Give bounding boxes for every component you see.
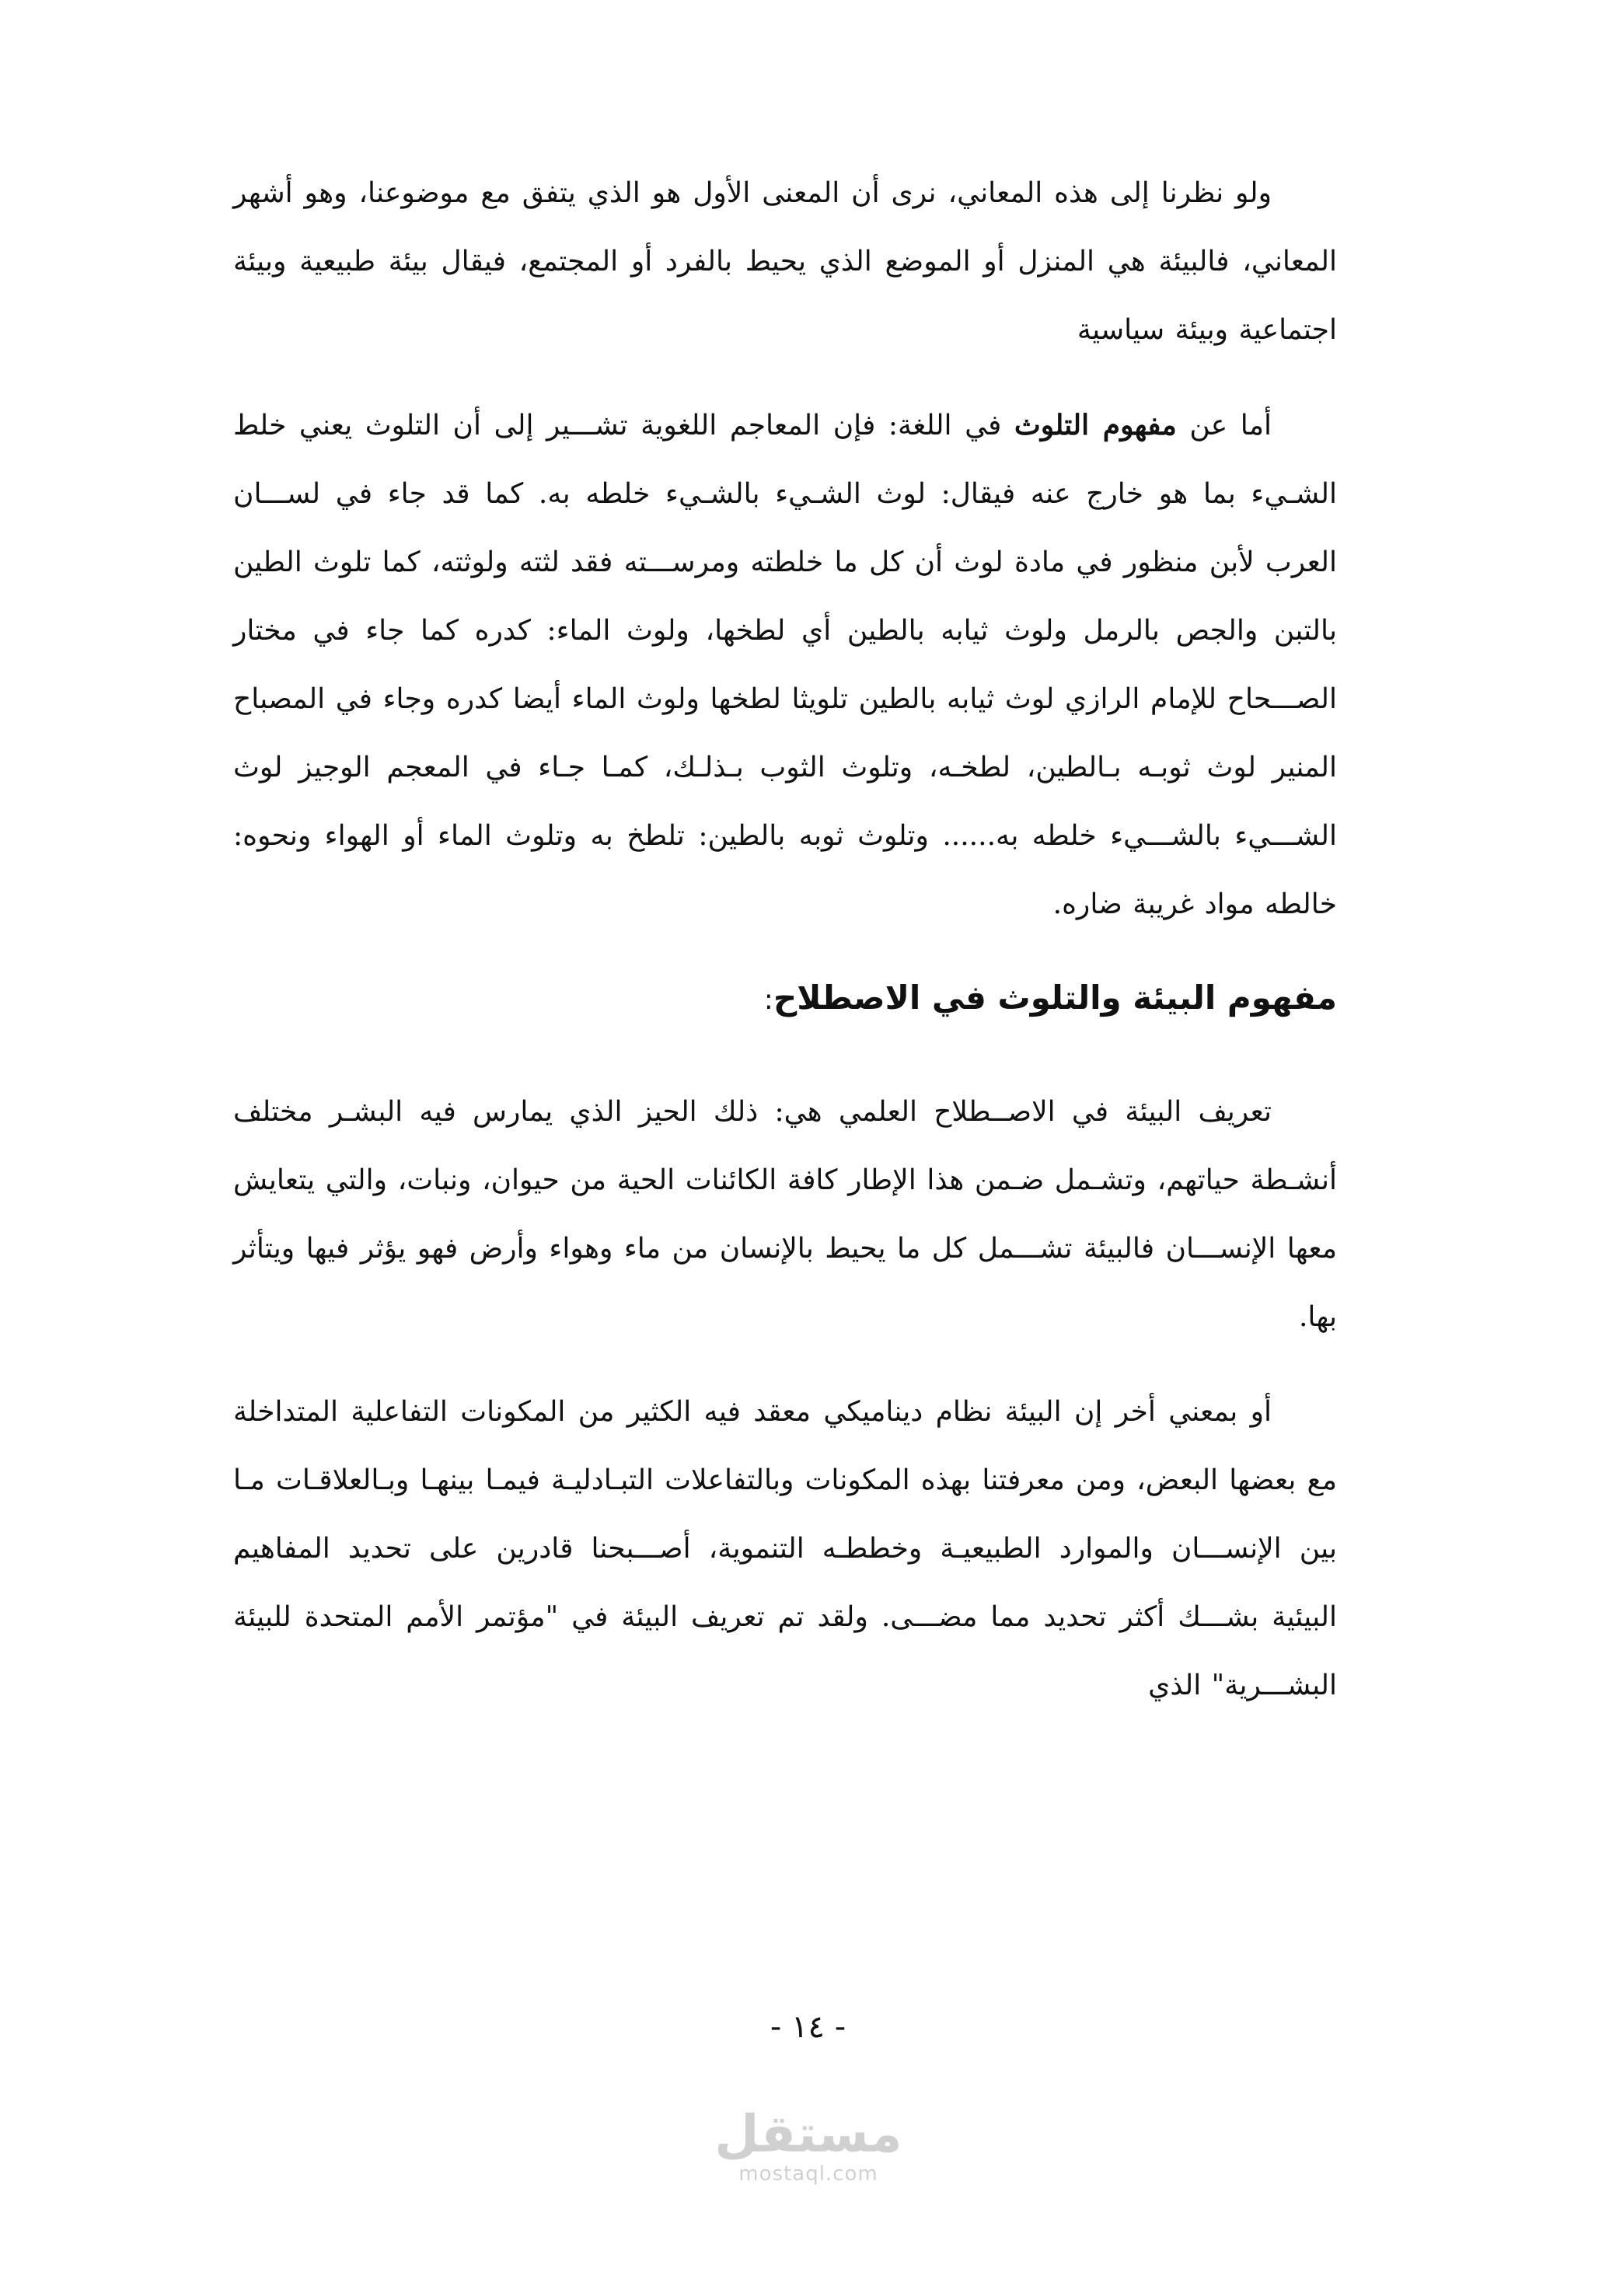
paragraph-environment-meanings <box>233 159 1337 365</box>
paragraph-text: تعريف البيئة في الاصــطلاح العلمي هي: ذلك الحيز الذي يمارس فيه البشـر مختلف أنشـطة حياتهم، وتشـمل ضـمن هذا الإطار كافة الكائنات الحية من حيوان، ونبات، والتي يتعايش معها الإنســـان فالبيئة تشـــمل كل ما يحيط بالإنسان من ماء وهواء وأرض فهو يؤثر فيها ويتأثر بها. <box>233 1096 1337 1333</box>
watermark-arabic-logo: مستقل <box>714 2104 902 2164</box>
section-heading-text: مفهوم البيئة والتلوث في الاصطلاح <box>773 979 1337 1017</box>
section-heading-colon: : <box>763 984 773 1016</box>
paragraph-dynamic-system <box>233 1378 1337 1720</box>
paragraph-text: في اللغة: فإن المعاجم اللغوية تشـــير إلى أن التلوث يعني خلط الشـيء بما هو خارج عنه فيقال: لوث الشـيء بالشـيء خلطه به. كما قد جاء في لســـان العرب لأبن منظور في مادة لوث أن كل ما خلطته ومرســـته فقد لثته ولوثته، كما تلوث الطين بالتبن والجص بالرمل ولوث ثيابه بالطين أي لطخها، ولوث الماء: كدره كما جاء في مختار الصـــحاح للإمام الرازي لوث ثيابه بالطين تلويثا لطخها ولوث الماء أيضا كدره وجاء في المصباح المنير لوث ثوبـه بـالطين، لطخـه، وتلوث الثوب بـذلـك، كمـا جـاء في المعجم الوجيز لوث الشـــيء بالشـــيء خلطه به...... وتلوث ثوبه بالطين: تلطخ به وتلوث الماء أو الهواء ونحوه: خالطه مواد غريبة ضاره. <box>233 410 1337 920</box>
paragraph-environment-definition <box>233 1078 1337 1352</box>
mostaql-watermark <box>700 2106 917 2186</box>
bold-term-pollution-concept: مفهوم التلوث <box>1014 409 1177 441</box>
paragraph-lead-text: أما عن <box>1176 410 1272 441</box>
watermark-latin-url: mostaql.com <box>738 2162 878 2186</box>
paragraph-text: أو بمعني أخر إن البيئة نظام ديناميكي معقد فيه الكثير من المكونات التفاعلية المتداخلة مع بعضها البعض، ومن معرفتنا بهذه المكونات وبالتفاعلات التبـادليـة فيمـا بينهـا وبـالعلاقـات مـا بين الإنســـان والموارد الطبيعيـة وخططـه التنموية، أصـــبحنا قادرين على تحديد المفاهيم البيئية بشـــك أكثر تحديد مما مضـــى. ولقد تم تعريف البيئة في "مؤتمر الأمم المتحدة للبيئة البشـــرية" الذي <box>233 1396 1337 1701</box>
paragraph-text: ولو نظرنا إلى هذه المعاني، نرى أن المعنى الأول هو الذي يتفق مع موضوعنا، وهو أشهر المعاني، فالبيئة هي المنزل أو الموضع الذي يحيط بالفرد أو المجتمع، فيقال بيئة طبيعية وبيئة اجتماعية وبيئة سياسية <box>233 177 1337 346</box>
body-text <box>233 159 1337 1720</box>
paragraph-pollution-linguistic <box>233 391 1337 939</box>
page-number: - ١٤ - <box>770 2009 846 2045</box>
section-heading <box>233 967 1337 1031</box>
